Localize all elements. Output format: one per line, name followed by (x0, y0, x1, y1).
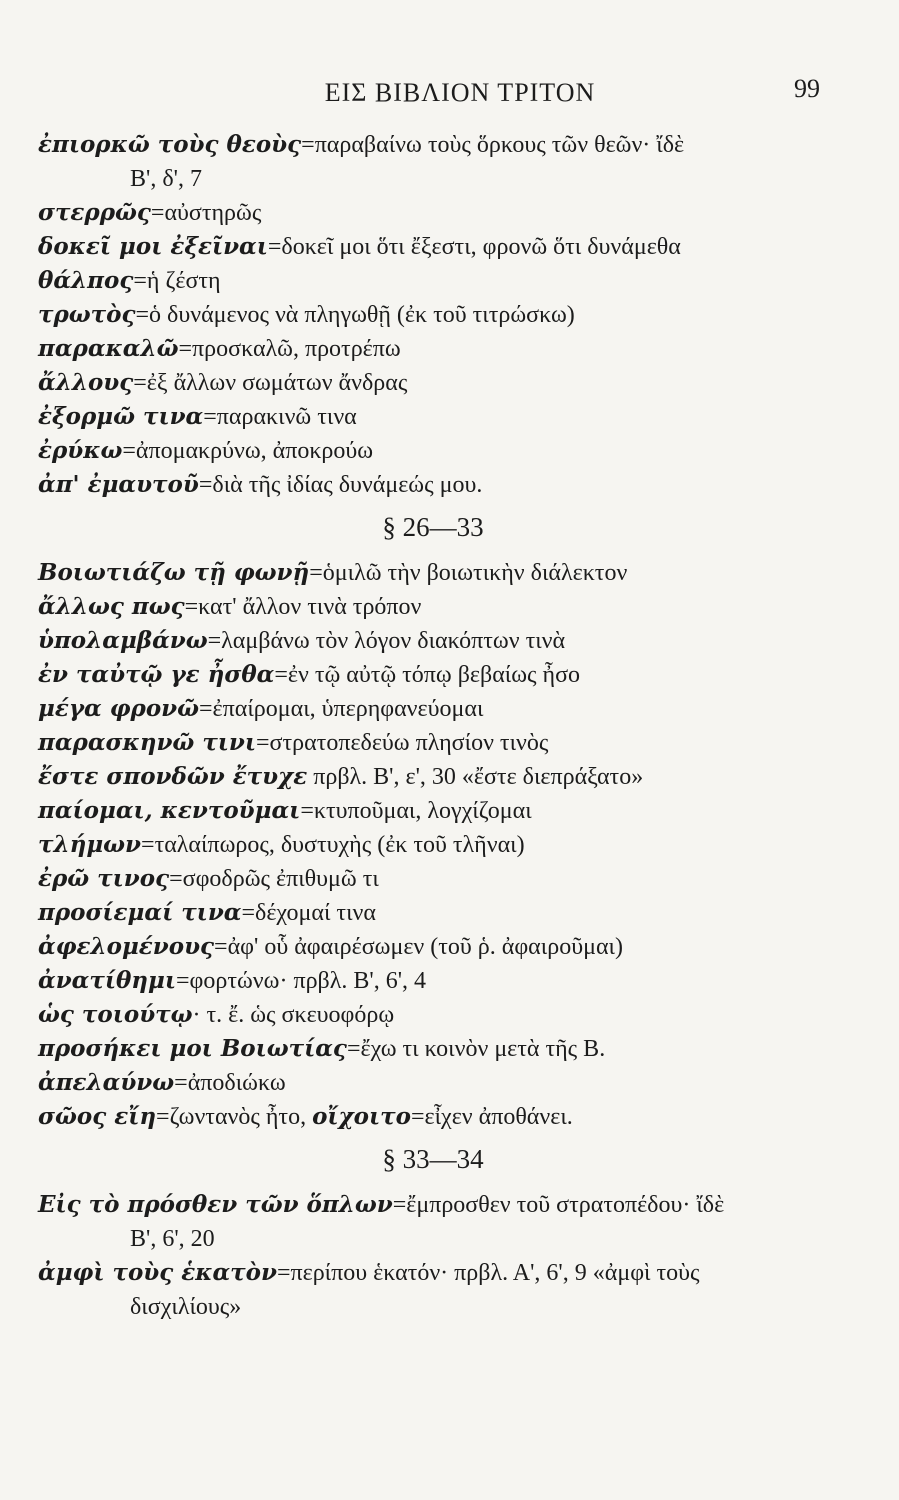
glossary-entry: παρακαλῶ=προσκαλῶ, προτρέπω (38, 335, 401, 362)
page-number: 99 (794, 74, 820, 103)
glossary-entry: ἐν ταὐτῷ γε ἦσθα=ἐν τῷ αὐτῷ τόπῳ βεβαίως ἦσο (38, 661, 581, 688)
glossary-entry: προσήκει μοι Βοιωτίας=ἔχω τι κοινὸν μετὰ τῆς Β. (38, 1035, 606, 1062)
glossary-entry: παρασκηνῶ τινι=στρατοπεδεύω πλησίον τινὸς (38, 729, 549, 756)
glossary-entry: Βοιωτιάζω τῇ φωνῇ=ὁμιλῶ τὴν βοιωτικὴν διάλεκτον (38, 559, 628, 586)
glossary-entry: ἄλλως πως=κατ' ἄλλον τινὰ τρόπον (38, 593, 422, 620)
glossary-entry: Εἰς τὸ πρόσθεν τῶν ὅπλων=ἔμπροσθεν τοῦ στρατοπέδου· ἴδὲ Β', 6', 20 (38, 1191, 725, 1252)
glossary-entry: ἀφελομένους=ἀφ' οὗ ἀφαιρέσωμεν (τοῦ ῥ. ἀφαιροῦμαι) (38, 933, 623, 960)
glossary-entry: ἐπιορκῶ τοὺς θεοὺς=παραβαίνω τοὺς ὅρκους τῶν θεῶν· ἴδὲ Β', δ', 7 (38, 131, 685, 192)
glossary-entry: τλήμων=ταλαίπωρος, δυστυχὴς (ἐκ τοῦ τλῆναι) (38, 831, 525, 858)
glossary-entry: ἀνατίθημι=φορτώνω· πρβλ. Β', 6', 4 (38, 967, 427, 994)
page-header (60, 74, 860, 118)
glossary-entry: δοκεῖ μοι ἐξεῖναι=δοκεῖ μοι ὅτι ἔξεστι, φρονῶ ὅτι δυνάμεθα (38, 233, 681, 260)
section-heading: § 33—34 (382, 1144, 484, 1174)
glossary-entry: θάλπος=ἡ ζέστη (38, 267, 221, 294)
glossary-entry: ἐρύκω=ἀπομακρύνω, ἀποκρούω (38, 437, 374, 464)
glossary-entry: ἐξορμῶ τινα=παρακινῶ τινα (38, 403, 357, 430)
glossary-entry: στερρῶς=αὐστηρῶς (38, 199, 262, 226)
running-title: ΕΙΣ ΒΙΒΛΙΟΝ ΤΡΙΤΟΝ (324, 78, 596, 107)
glossary-entry: τρωτὸς=ὁ δυνάμενος νὰ πληγωθῇ (ἐκ τοῦ τιτρώσκω) (38, 301, 575, 328)
glossary-entry: παίομαι, κεντοῦμαι=κτυποῦμαι, λογχίζομαι (38, 797, 532, 824)
glossary-entry: ἔστε σπονδῶν ἔτυχε πρβλ. Β', ε', 30 «ἔστε διεπράξατο» (38, 763, 644, 790)
glossary-entry: ἄλλους=ἐξ ἄλλων σωμάτων ἄνδρας (38, 369, 408, 396)
glossary-entry: ὑπολαμβάνω=λαμβάνω τὸν λόγον διακόπτων τινὰ (38, 627, 566, 654)
glossary-entries (38, 128, 828, 1324)
glossary-entry: προσίεμαί τινα=δέχομαί τινα (38, 899, 376, 926)
glossary-entry: ὡς τοιούτῳ· τ. ἔ. ὡς σκευοφόρῳ (38, 1001, 395, 1028)
section-heading: § 26—33 (382, 512, 484, 542)
glossary-entry: μέγα φρονῶ=ἐπαίρομαι, ὑπερηφανεύομαι (38, 695, 484, 722)
glossary-entry: ἀμφὶ τοὺς ἑκατὸν=περίπου ἑκατόν· πρβλ. Α', 6', 9 «ἀμφὶ τοὺς δισχιλίους» (38, 1259, 700, 1320)
glossary-entry: ἀπελαύνω=ἀποδιώκω (38, 1069, 286, 1096)
glossary-entry: ἐρῶ τινος=σφοδρῶς ἐπιθυμῶ τι (38, 865, 379, 892)
glossary-entry: σῶος εἴη=ζωντανὸς ἦτο, οἴχοιτο=εἶχεν ἀποθάνει. (38, 1103, 573, 1130)
glossary-entry: ἀπ' ἐμαυτοῦ=διὰ τῆς ἰδίας δυνάμεώς μου. (38, 471, 483, 498)
